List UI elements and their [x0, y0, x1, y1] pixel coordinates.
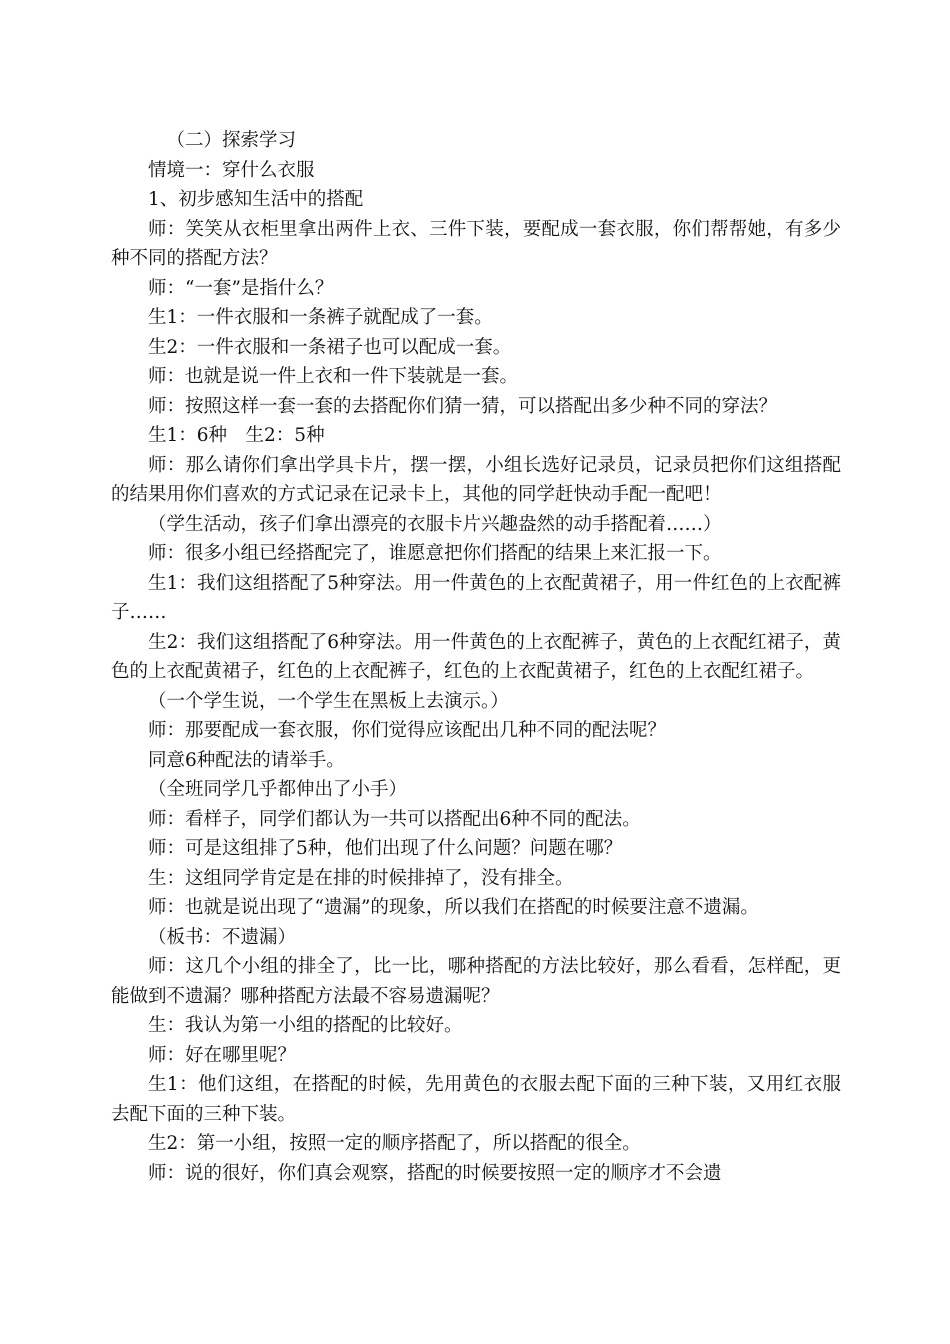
paragraph: 生1：他们这组，在搭配的时候，先用黄色的衣服去配下面的三种下装，又用红衣服去配下面的三种下装。 — [111, 1074, 841, 1125]
paragraph: 师：那要配成一套衣服，你们觉得应该配出几种不同的配法呢？ — [148, 720, 667, 741]
paragraph: 师：也就是说一件上衣和一件下装就是一套。 — [148, 366, 519, 387]
paragraph: 同意6种配法的请举手。 — [148, 749, 345, 771]
document-body — [111, 126, 841, 1188]
paragraph: 师：按照这样一套一套的去搭配你们猜一猜，可以搭配出多少种不同的穿法？ — [148, 395, 778, 417]
paragraph: （全班同学几乎都伸出了小手） — [148, 779, 408, 800]
paragraph: 师：也就是说出现了“遗漏”的现象，所以我们在搭配的时候要注意不遗漏。 — [148, 897, 759, 918]
scenario-heading: 情境一：穿什么衣服 — [148, 159, 315, 181]
paragraph: 生1：我们这组搭配了5种穿法。用一件黄色的上衣配黄裙子，用一件红色的上衣配裤子…… — [111, 572, 841, 623]
paragraph: 师：好在哪里呢？ — [148, 1044, 297, 1066]
paragraph: 师：很多小组已经搭配完了，谁愿意把你们搭配的结果上来汇报一下。 — [148, 543, 722, 564]
paragraph: 生1：一件衣服和一条裤子就配成了一套。 — [148, 307, 493, 328]
paragraph: 师：这几个小组的排全了，比一比，哪种搭配的方法比较好，那么看看，怎样配，更能做到不遗漏？哪种搭配方法最不容易遗漏呢？ — [111, 956, 841, 1007]
paragraph: 师：可是这组排了5种，他们出现了什么问题？问题在哪？ — [148, 838, 623, 859]
paragraph: （板书：不遗漏） — [148, 926, 297, 948]
paragraph: 师：“一套”是指什么？ — [148, 277, 334, 299]
paragraph: 师：看样子，同学们都认为一共可以搭配出6种不同的配法。 — [148, 808, 641, 830]
paragraph: 生2：我们这组搭配了6种穿法。用一件黄色的上衣配裤子，黄色的上衣配红裙子，黄色的上衣配黄裙子，红色的上衣配裤子，红色的上衣配黄裙子，红色的上衣配红裙子。 — [111, 631, 841, 682]
paragraph: 生2：一件衣服和一条裙子也可以配成一套。 — [148, 336, 512, 358]
paragraph: 生：这组同学肯定是在排的时候排掉了，没有排全。 — [148, 867, 574, 889]
paragraph: 生：我认为第一小组的搭配的比较好。 — [148, 1015, 463, 1036]
paragraph: （学生活动，孩子们拿出漂亮的衣服卡片兴趣盎然的动手搭配着……） — [148, 513, 722, 535]
subsection-heading: 1、初步感知生活中的搭配 — [148, 189, 364, 210]
paragraph: 生2：第一小组，按照一定的顺序搭配了，所以搭配的很全。 — [148, 1133, 641, 1154]
section-heading: （二）探索学习 — [166, 130, 297, 151]
paragraph: 师：笑笑从衣柜里拿出两件上衣、三件下装，要配成一套衣服，你们帮帮她，有多少种不同的搭配方法？ — [111, 218, 841, 269]
paragraph: 师：说的很好，你们真会观察，搭配的时候要按照一定的顺序才不会遗 — [148, 1162, 722, 1184]
paragraph: 生1：6种 生2：5种 — [148, 425, 325, 446]
paragraph: 师：那么请你们拿出学具卡片，摆一摆，小组长选好记录员，记录员把你们这组搭配的结果用你们喜欢的方式记录在记录卡上，其他的同学赶快动手配一配吧！ — [111, 454, 841, 505]
paragraph: （一个学生说，一个学生在黑板上去演示。） — [148, 690, 509, 712]
